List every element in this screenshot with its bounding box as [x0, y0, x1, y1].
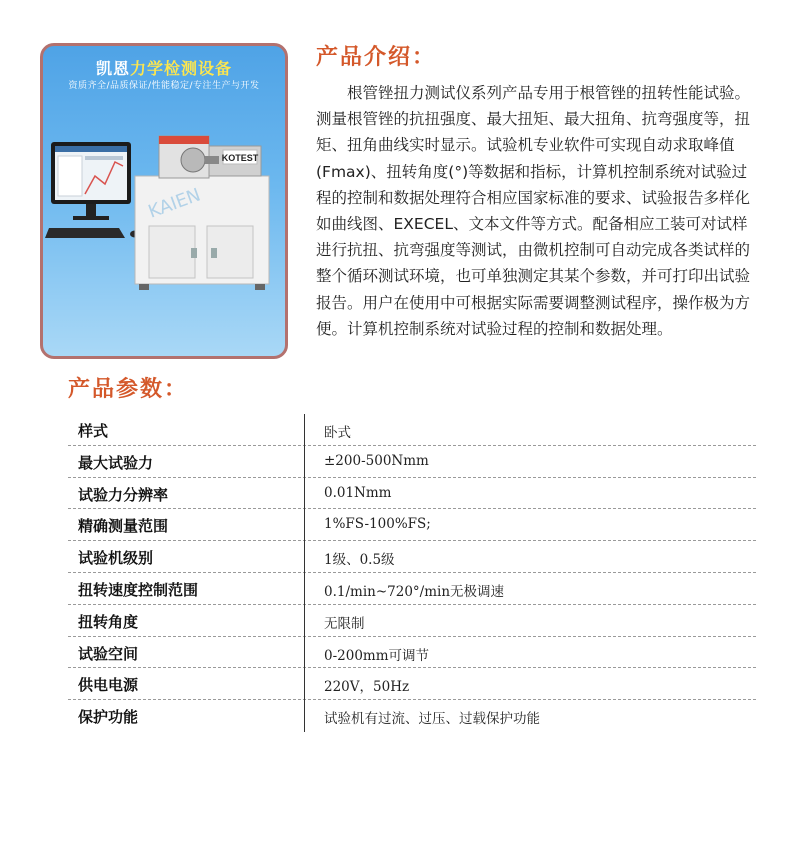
intro-heading: 产品介绍：	[316, 45, 437, 70]
watermark-logo: KAIEN	[145, 184, 204, 223]
table-row	[68, 541, 756, 573]
intro-paragraph: 根管锉扭力测试仪系列产品专用于根管锉的扭转性能试验。测量根管锉的抗扭强度、最大扭矩、最大扭角、抗弯强度等，扭矩、扭角曲线实时显示。试验机专业软件可实现自动求取峰值(Fmax)、扭转角度(°)等数据和指标，计算机控制系统对试验过程的控制和数据处理符合相应国家标准的要求、试验报告多样化如曲线图、EXECEL、文本文件等方式。配备相应工装可对试样进行抗扭、抗弯强度等测试，由微机控制可自动完成各类试样的整个循环测试环境，也可单独测定其某个参数，并可打印出试验报告。用户在使用中可根据实际需要调整测试程序，操作极为方便。计算机控制系统对试验过程的控制和数据处理。	[316, 84, 751, 338]
keyboard-icon	[45, 228, 140, 238]
spec-value: 试验机有过流、过压、过载保护功能	[324, 711, 540, 728]
spec-label: 精确测量范围	[78, 517, 169, 536]
monitor-icon	[51, 142, 131, 220]
table-row	[68, 478, 756, 510]
spec-label: 扭转速度控制范围	[78, 580, 199, 599]
specs-heading: 产品参数：	[68, 377, 189, 402]
spec-value: 0.1/min~720°/min无极调速	[324, 583, 505, 600]
spec-label: 样式	[78, 422, 109, 440]
spec-label: 试验力分辨率	[78, 485, 169, 504]
banner-title: 凯恩力学检测设备	[95, 59, 233, 78]
table-row	[68, 573, 756, 605]
spec-label: 扭转角度	[78, 612, 139, 631]
brand-plate: KOTEST	[221, 153, 259, 163]
spec-table	[68, 414, 756, 732]
table-row	[68, 509, 756, 541]
table-row	[68, 637, 756, 669]
product-photo	[40, 43, 288, 359]
spec-label: 试验空间	[78, 644, 139, 663]
spec-value: 1级、0.5级	[324, 552, 395, 569]
table-row	[68, 414, 756, 446]
machine-cabinet	[135, 176, 269, 290]
spec-value: 220V，50Hz	[324, 679, 410, 696]
spec-label: 供电电源	[78, 676, 139, 695]
torsion-head	[159, 136, 261, 178]
spec-label: 试验机级别	[78, 549, 154, 568]
table-row	[68, 605, 756, 637]
table-row	[68, 446, 756, 478]
spec-label: 保护功能	[78, 708, 139, 727]
spec-value: 无限制	[324, 615, 365, 632]
spec-label: 最大试验力	[78, 453, 154, 472]
table-row	[68, 700, 756, 732]
spec-value: 1%FS-100%FS;	[324, 516, 431, 533]
spec-value: ±200-500Nmm	[324, 452, 429, 469]
banner-subtitle: 资质齐全/品质保证/性能稳定/专注生产与开发	[68, 81, 260, 91]
table-row	[68, 668, 756, 700]
spec-value: 0.01Nmm	[324, 484, 392, 501]
column-divider	[304, 414, 305, 732]
spec-value: 0-200mm可调节	[324, 647, 430, 664]
testing-machine-illustration	[43, 106, 285, 356]
spec-value: 卧式	[324, 425, 351, 441]
